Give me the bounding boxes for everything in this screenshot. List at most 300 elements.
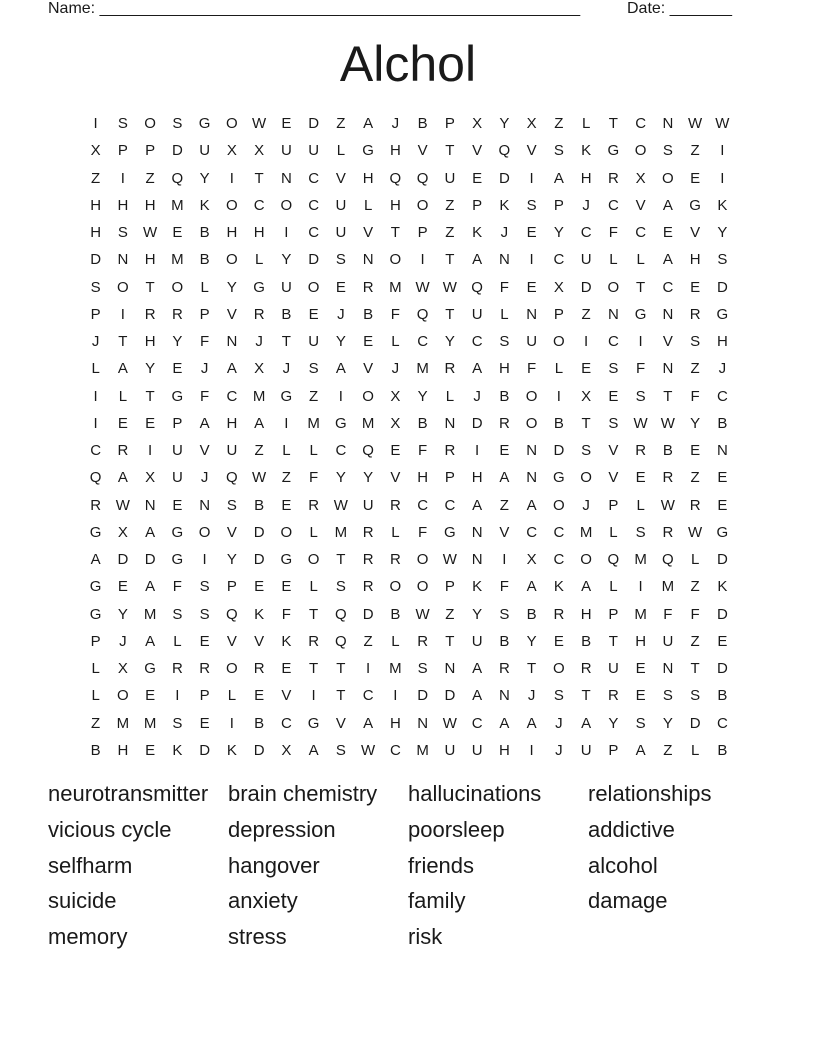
grid-letter: A bbox=[662, 196, 673, 214]
grid-letter: W bbox=[415, 278, 430, 296]
grid-letter: B bbox=[526, 605, 537, 623]
grid-letter: Q bbox=[662, 551, 674, 569]
grid-letter: Z bbox=[336, 115, 346, 133]
word-bank-item: hangover bbox=[228, 852, 320, 878]
grid-letter: H bbox=[90, 224, 102, 242]
grid-letter: E bbox=[281, 115, 292, 133]
grid-letter: X bbox=[526, 551, 537, 569]
grid-letter: O bbox=[280, 196, 293, 214]
grid-letter: L bbox=[254, 251, 264, 269]
grid-letter: J bbox=[500, 224, 509, 242]
grid-letter: Y bbox=[526, 632, 537, 650]
grid-letter: E bbox=[254, 687, 265, 705]
grid-letter: E bbox=[172, 496, 183, 514]
grid-letter: Y bbox=[690, 414, 701, 432]
grid-letter: L bbox=[391, 632, 400, 650]
grid-letter: Q bbox=[498, 142, 511, 160]
grid-letter: E bbox=[172, 360, 183, 378]
grid-letter: O bbox=[171, 278, 184, 296]
grid-letter: J bbox=[555, 714, 563, 732]
grid-letter: H bbox=[389, 714, 401, 732]
grid-letter: C bbox=[635, 115, 647, 133]
grid-letter: C bbox=[308, 196, 320, 214]
grid-letter: D bbox=[308, 115, 320, 133]
grid-letter: T bbox=[390, 224, 400, 242]
grid-letter: O bbox=[226, 196, 238, 214]
grid-letter: N bbox=[526, 469, 538, 487]
grid-letter: V bbox=[363, 360, 374, 378]
grid-letter: P bbox=[444, 578, 455, 596]
grid-letter: I bbox=[93, 387, 98, 405]
grid-letter: M bbox=[416, 741, 429, 759]
grid-letter: F bbox=[390, 305, 400, 323]
grid-letter: H bbox=[389, 142, 401, 160]
grid-letter: S bbox=[117, 224, 128, 242]
grid-letter: F bbox=[499, 278, 509, 296]
grid-letter: N bbox=[199, 496, 211, 514]
grid-letter: L bbox=[609, 523, 618, 541]
grid-letter: E bbox=[635, 660, 646, 678]
grid-letter: R bbox=[117, 442, 129, 460]
grid-letter: S bbox=[635, 387, 646, 405]
grid-letter: G bbox=[171, 523, 184, 541]
grid-letter: K bbox=[199, 196, 210, 214]
grid-letter: M bbox=[307, 414, 320, 432]
grid-letter: T bbox=[527, 660, 537, 678]
grid-letter: F bbox=[309, 469, 319, 487]
grid-letter: O bbox=[525, 414, 538, 432]
grid-letter: J bbox=[527, 687, 536, 705]
grid-letter: P bbox=[444, 115, 455, 133]
grid-letter: A bbox=[145, 523, 156, 541]
grid-letter: L bbox=[391, 333, 400, 351]
grid-letter: J bbox=[555, 741, 563, 759]
grid-letter: I bbox=[393, 687, 398, 705]
grid-letter: O bbox=[307, 551, 320, 569]
grid-letter: A bbox=[145, 632, 156, 650]
grid-letter: W bbox=[633, 414, 648, 432]
grid-letter: U bbox=[308, 333, 320, 351]
grid-letter: Q bbox=[89, 469, 102, 487]
grid-letter: T bbox=[281, 333, 291, 351]
grid-letter: P bbox=[199, 687, 210, 705]
grid-letter: C bbox=[553, 523, 565, 541]
grid-letter: Z bbox=[690, 632, 700, 650]
grid-letter: U bbox=[335, 224, 347, 242]
grid-letter: E bbox=[117, 414, 128, 432]
grid-letter: G bbox=[362, 142, 374, 160]
grid-letter: S bbox=[172, 115, 183, 133]
grid-letter: W bbox=[143, 224, 158, 242]
grid-letter: Y bbox=[226, 278, 237, 296]
grid-letter: G bbox=[144, 660, 156, 678]
grid-letter: I bbox=[202, 551, 207, 569]
grid-letter: U bbox=[580, 251, 592, 269]
grid-letter: I bbox=[502, 551, 507, 569]
grid-letter: R bbox=[308, 496, 320, 514]
grid-letter: N bbox=[144, 496, 156, 514]
grid-letter: S bbox=[417, 660, 428, 678]
grid-letter: R bbox=[253, 305, 265, 323]
grid-letter: M bbox=[389, 278, 402, 296]
word-bank-item: risk bbox=[408, 924, 443, 949]
grid-letter: U bbox=[662, 632, 674, 650]
grid-letter: F bbox=[418, 442, 428, 460]
grid-letter: V bbox=[608, 442, 619, 460]
grid-letter: S bbox=[717, 251, 728, 269]
grid-letter: B bbox=[553, 414, 564, 432]
grid-letter: A bbox=[499, 714, 510, 732]
grid-letter: A bbox=[581, 578, 592, 596]
word-bank-item: selfharm bbox=[48, 852, 133, 878]
grid-letter: S bbox=[199, 605, 210, 623]
grid-letter: Q bbox=[389, 169, 402, 187]
grid-letter: V bbox=[281, 687, 292, 705]
grid-letter: Y bbox=[145, 360, 156, 378]
grid-letter: I bbox=[120, 169, 125, 187]
grid-letter: P bbox=[472, 196, 483, 214]
grid-letter: I bbox=[638, 333, 643, 351]
grid-letter: R bbox=[362, 278, 374, 296]
grid-letter: I bbox=[284, 414, 289, 432]
grid-letter: A bbox=[581, 714, 592, 732]
grid-letter: E bbox=[608, 387, 619, 405]
grid-letter: E bbox=[145, 414, 156, 432]
grid-letter: E bbox=[635, 469, 646, 487]
grid-letter: B bbox=[254, 714, 265, 732]
grid-letter: E bbox=[717, 496, 728, 514]
grid-letter: Q bbox=[226, 605, 238, 623]
grid-letter: S bbox=[172, 714, 183, 732]
grid-letter: C bbox=[580, 224, 592, 242]
grid-letter: S bbox=[499, 333, 510, 351]
grid-letter: W bbox=[361, 741, 376, 759]
grid-letter: M bbox=[389, 660, 402, 678]
grid-letter: O bbox=[416, 551, 429, 569]
grid-letter: C bbox=[335, 442, 347, 460]
grid-letter: S bbox=[690, 687, 701, 705]
grid-letter: N bbox=[362, 251, 374, 269]
grid-letter: D bbox=[90, 251, 102, 269]
grid-letter: T bbox=[663, 387, 673, 405]
grid-letter: V bbox=[335, 169, 346, 187]
grid-letter: M bbox=[416, 360, 429, 378]
grid-letter: V bbox=[226, 523, 237, 541]
grid-letter: Z bbox=[145, 169, 155, 187]
grid-letter: L bbox=[609, 251, 618, 269]
grid-letter: C bbox=[253, 196, 265, 214]
grid-letter: F bbox=[172, 578, 182, 596]
grid-letter: T bbox=[636, 278, 646, 296]
grid-letter: R bbox=[171, 660, 183, 678]
grid-letter: P bbox=[444, 469, 455, 487]
grid-letter: E bbox=[281, 578, 292, 596]
grid-letter: I bbox=[366, 660, 371, 678]
grid-letter: L bbox=[445, 387, 455, 405]
grid-letter: H bbox=[635, 632, 647, 650]
grid-letter: T bbox=[608, 632, 618, 650]
grid-letter: B bbox=[90, 741, 101, 759]
grid-letter: K bbox=[553, 578, 564, 596]
grid-letter: M bbox=[116, 714, 130, 732]
grid-letter: Y bbox=[444, 333, 455, 351]
grid-letter: L bbox=[173, 632, 182, 650]
grid-letter: C bbox=[280, 714, 292, 732]
grid-letter: A bbox=[472, 251, 483, 269]
grid-letter: M bbox=[252, 387, 266, 405]
grid-letter: A bbox=[335, 360, 346, 378]
grid-letter: S bbox=[199, 578, 210, 596]
grid-letter: W bbox=[660, 496, 675, 514]
grid-letter: J bbox=[91, 333, 100, 351]
grid-letter: I bbox=[229, 169, 234, 187]
grid-letter: B bbox=[499, 632, 510, 650]
grid-letter: Z bbox=[91, 169, 101, 187]
grid-letter: H bbox=[498, 741, 510, 759]
grid-letter: E bbox=[717, 632, 728, 650]
grid-letter: P bbox=[90, 305, 101, 323]
grid-letter: T bbox=[445, 632, 455, 650]
grid-letter: E bbox=[145, 741, 156, 759]
grid-letter: L bbox=[554, 360, 564, 378]
grid-letter: I bbox=[284, 224, 289, 242]
grid-letter: I bbox=[338, 387, 343, 405]
grid-letter: N bbox=[662, 660, 674, 678]
grid-letter: Q bbox=[226, 469, 238, 487]
grid-letter: X bbox=[117, 523, 128, 541]
grid-letter: R bbox=[90, 496, 102, 514]
grid-letter: E bbox=[581, 360, 592, 378]
grid-letter: A bbox=[526, 496, 537, 514]
grid-letter: W bbox=[442, 278, 457, 296]
grid-letter: G bbox=[89, 523, 102, 541]
grid-letter: C bbox=[226, 387, 238, 405]
grid-letter: B bbox=[717, 741, 728, 759]
grid-letter: W bbox=[442, 714, 457, 732]
grid-letter: C bbox=[308, 169, 320, 187]
grid-letter: S bbox=[581, 442, 592, 460]
grid-letter: G bbox=[280, 387, 293, 405]
grid-letter: E bbox=[363, 333, 374, 351]
grid-letter: R bbox=[444, 442, 456, 460]
grid-letter: R bbox=[689, 305, 701, 323]
grid-letter: E bbox=[145, 687, 156, 705]
grid-letter: N bbox=[471, 523, 483, 541]
grid-letter: W bbox=[333, 496, 348, 514]
grid-letter: E bbox=[117, 578, 128, 596]
grid-letter: B bbox=[717, 414, 728, 432]
grid-letter: T bbox=[445, 142, 455, 160]
grid-letter: Z bbox=[309, 387, 319, 405]
grid-letter: X bbox=[390, 387, 401, 405]
grid-letter: S bbox=[553, 687, 564, 705]
grid-letter: J bbox=[582, 196, 590, 214]
grid-letter: E bbox=[172, 224, 183, 242]
grid-letter: V bbox=[226, 632, 237, 650]
grid-letter: J bbox=[200, 360, 209, 378]
grid-letter: A bbox=[499, 469, 510, 487]
grid-letter: N bbox=[526, 442, 538, 460]
grid-letter: V bbox=[363, 224, 374, 242]
grid-letter: G bbox=[553, 469, 565, 487]
grid-letter: C bbox=[417, 333, 429, 351]
worksheet-header bbox=[48, 0, 748, 20]
grid-letter: N bbox=[226, 333, 238, 351]
grid-letter: A bbox=[526, 714, 537, 732]
grid-letter: W bbox=[715, 115, 730, 133]
grid-letter: B bbox=[717, 687, 728, 705]
grid-letter: E bbox=[717, 469, 728, 487]
grid-letter: C bbox=[635, 224, 647, 242]
grid-letter: C bbox=[526, 523, 538, 541]
grid-letter: E bbox=[662, 224, 673, 242]
grid-letter: Q bbox=[171, 169, 184, 187]
grid-letter: K bbox=[499, 196, 510, 214]
grid-letter: T bbox=[309, 605, 319, 623]
grid-letter: A bbox=[363, 714, 374, 732]
grid-letter: U bbox=[471, 741, 483, 759]
word-bank-item: addictive bbox=[588, 816, 675, 842]
grid-letter: W bbox=[115, 496, 130, 514]
grid-letter: A bbox=[553, 169, 564, 187]
grid-letter: J bbox=[119, 632, 127, 650]
grid-letter: H bbox=[226, 224, 238, 242]
grid-letter: G bbox=[171, 551, 184, 569]
grid-letter: Y bbox=[417, 387, 428, 405]
grid-letter: R bbox=[580, 660, 592, 678]
grid-letter: S bbox=[117, 115, 128, 133]
grid-letter: L bbox=[309, 578, 318, 596]
grid-letter: I bbox=[556, 387, 561, 405]
grid-letter: O bbox=[553, 496, 565, 514]
grid-letter: S bbox=[662, 142, 673, 160]
grid-letter: D bbox=[171, 142, 183, 160]
grid-letter: H bbox=[580, 605, 592, 623]
grid-letter: R bbox=[444, 360, 456, 378]
grid-letter: X bbox=[254, 142, 265, 160]
grid-letter: T bbox=[608, 115, 618, 133]
grid-letter: T bbox=[336, 687, 346, 705]
grid-letter: P bbox=[172, 414, 183, 432]
grid-letter: Z bbox=[499, 496, 509, 514]
grid-letter: A bbox=[254, 414, 265, 432]
grid-letter: C bbox=[553, 551, 565, 569]
grid-letter: B bbox=[363, 305, 374, 323]
grid-letter: D bbox=[716, 660, 728, 678]
grid-letter: N bbox=[607, 305, 619, 323]
grid-letter: D bbox=[689, 714, 701, 732]
grid-letter: I bbox=[638, 578, 643, 596]
grid-letter: A bbox=[363, 115, 374, 133]
grid-letter: G bbox=[253, 278, 265, 296]
grid-letter: L bbox=[91, 660, 100, 678]
grid-letter: S bbox=[499, 605, 510, 623]
grid-letter: F bbox=[690, 605, 700, 623]
grid-letter: R bbox=[553, 605, 565, 623]
grid-letter: Q bbox=[607, 551, 620, 569]
grid-letter: L bbox=[581, 115, 591, 133]
grid-letter: X bbox=[581, 387, 592, 405]
grid-letter: U bbox=[280, 278, 292, 296]
grid-letter: E bbox=[690, 442, 701, 460]
grid-letter: A bbox=[117, 469, 128, 487]
grid-letter: V bbox=[199, 442, 210, 460]
grid-letter: E bbox=[390, 442, 401, 460]
grid-letter: D bbox=[144, 551, 156, 569]
grid-letter: U bbox=[362, 496, 374, 514]
grid-letter: D bbox=[253, 523, 265, 541]
grid-letter: Y bbox=[281, 251, 292, 269]
grid-letter: B bbox=[281, 305, 292, 323]
grid-letter: C bbox=[389, 741, 401, 759]
grid-letter: U bbox=[226, 442, 238, 460]
grid-letter: H bbox=[144, 196, 156, 214]
grid-letter: P bbox=[145, 142, 156, 160]
grid-letter: Z bbox=[690, 360, 700, 378]
grid-letter: B bbox=[499, 387, 510, 405]
grid-letter: T bbox=[445, 305, 455, 323]
grid-letter: J bbox=[391, 360, 400, 378]
grid-letter: G bbox=[689, 196, 701, 214]
grid-letter: G bbox=[634, 305, 647, 323]
grid-letter: H bbox=[498, 360, 510, 378]
grid-letter: P bbox=[117, 142, 128, 160]
grid-letter: N bbox=[662, 115, 674, 133]
grid-letter: Y bbox=[226, 551, 237, 569]
grid-letter: P bbox=[608, 605, 619, 623]
word-bank-item: suicide bbox=[48, 888, 117, 914]
grid-letter: G bbox=[716, 305, 729, 323]
grid-letter: H bbox=[389, 196, 401, 214]
grid-letter: L bbox=[91, 687, 100, 705]
grid-letter: O bbox=[525, 387, 538, 405]
grid-letter: B bbox=[417, 414, 428, 432]
grid-letter: I bbox=[120, 305, 125, 323]
grid-letter: U bbox=[526, 333, 538, 351]
grid-letter: Z bbox=[254, 442, 264, 460]
grid-letter: S bbox=[226, 496, 237, 514]
grid-letter: X bbox=[90, 142, 101, 160]
grid-letter: U bbox=[280, 142, 292, 160]
grid-letter: Q bbox=[471, 278, 483, 296]
grid-letter: A bbox=[472, 496, 483, 514]
grid-letter: Z bbox=[445, 224, 455, 242]
grid-letter: R bbox=[362, 523, 374, 541]
grid-letter: O bbox=[580, 469, 592, 487]
grid-letter: I bbox=[420, 251, 425, 269]
grid-letter: R bbox=[389, 551, 401, 569]
grid-letter: O bbox=[198, 523, 211, 541]
grid-letter: V bbox=[635, 196, 646, 214]
grid-letter: M bbox=[634, 551, 647, 569]
grid-letter: D bbox=[553, 442, 565, 460]
grid-letter: I bbox=[175, 687, 180, 705]
grid-letter: F bbox=[200, 333, 210, 351]
grid-letter: T bbox=[336, 551, 346, 569]
grid-letter: M bbox=[361, 414, 375, 432]
grid-letter: Y bbox=[553, 224, 564, 242]
grid-letter: L bbox=[636, 496, 645, 514]
grid-letter: K bbox=[254, 605, 265, 623]
grid-letter: E bbox=[526, 224, 537, 242]
grid-letter: N bbox=[444, 660, 456, 678]
grid-letter: Q bbox=[335, 632, 347, 650]
grid-letter: U bbox=[471, 632, 483, 650]
grid-letter: U bbox=[171, 442, 183, 460]
grid-letter: C bbox=[362, 687, 374, 705]
grid-letter: U bbox=[580, 741, 592, 759]
grid-letter: S bbox=[690, 333, 701, 351]
